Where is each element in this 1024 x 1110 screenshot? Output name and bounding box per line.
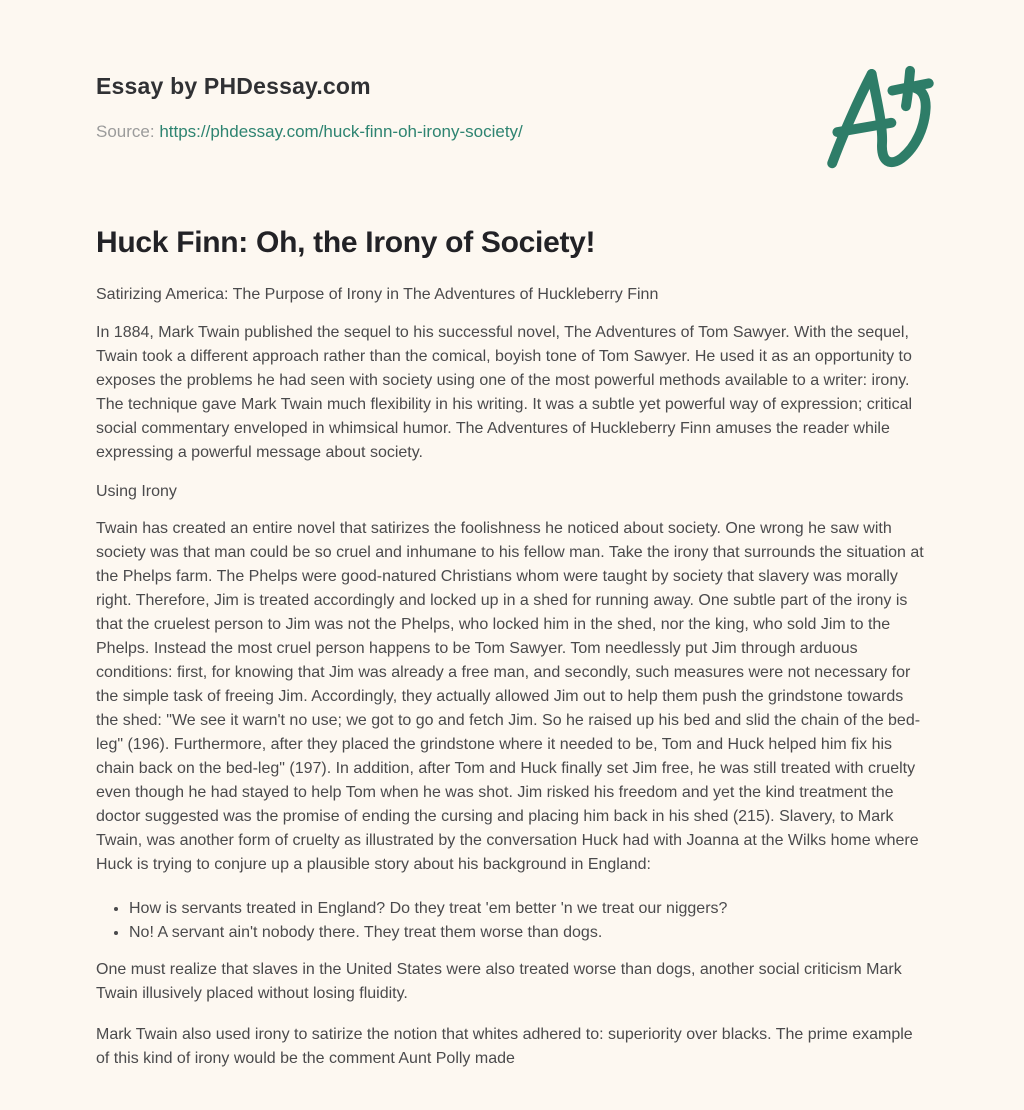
site-title: Essay by PHDessay.com [96,73,371,99]
paragraph-slaves-criticism: One must realize that slaves in the United States were also treated worse than dogs, another social criticism Mark Twain illusively placed without losing fluidity. [96,961,902,1002]
article-body [96,225,925,1071]
source-label: Source: [96,122,155,141]
quote-item: • How is servants treated in England? Do they treat 'em better 'n we treat our niggers? [129,897,925,921]
page-title: Huck Finn: Oh, the Irony of Society! [96,226,596,259]
page-header [96,72,925,144]
a-plus-logo-icon [827,58,962,173]
paragraph-using-irony: Twain has created an entire novel that satirizes the foolishness he noticed about society. One wrong he saw with society was that man could be so cruel and inhumane to his fellow man. Take the irony that surrounds the situation at the Phelps farm. The Phelps were good-natured Christians whom were taught by society that slavery was morally right. Therefore, Jim is treated accordingly and locked up in a shed for running away. One subtle part of the irony is that the cruelest person to Jim was not the Phelps, who locked him in the shed, nor the king, who sold Jim to the Phelps. Instead the most cruel person happens to be Tom Sawyer. Tom needlessly put Jim through arduous conditions: first, for knowing that Jim was already a free man, and secondly, such measures were not necessary for the simple task of freeing Jim. Accordingly, they actually allowed Jim out to help them push the grindstone towards the shed: "We see it warn't no use; we got to go and fetch Jim. So he raised up his bed and slid the chain of the bed-leg" (196). Furthermore, after they placed the grindstone where it needed to be, Tom and Huck helped him fix his chain back on the bed-leg" (197). In addition, after Tom and Huck finally set Jim free, he was still treated with cruelty even though he had stayed to help Tom when he was shot. Jim risked his freedom and yet the kind treatment the doctor suggested was the promise of ending the cursing and placing him back in his shed (215). Slavery, to Mark Twain, was another form of cruelty as illustrated by the conversation Huck had with Joanna at the Wilks home where Huck is trying to conjure up a plausible story about his background in England: [96,520,924,873]
page-subtitle: Satirizing America: The Purpose of Irony in The Adventures of Huckleberry Finn [96,286,659,303]
paragraph-superiority: Mark Twain also used irony to satirize the notion that whites adhered to: superiority over blacks. The prime example of this kind of irony would be the comment Aunt Polly made [96,1026,913,1067]
section-heading-using-irony: Using Irony [96,483,177,500]
source-line [96,120,925,144]
paragraph-intro: In 1884, Mark Twain published the sequel to his successful novel, The Adventures of Tom Sawyer. With the sequel, Twain took a different approach rather than the comical, boyish tone of Tom Sawyer. He used it as an opportunity to exposes the problems he had seen with society using one of the most powerful methods available to a writer: irony. The technique gave Mark Twain much flexibility in his writing. It was a subtle yet powerful way of expression; critical social commentary enveloped in whimsical humor. The Adventures of Huckleberry Finn amuses the reader while expressing a powerful message about society. [96,324,913,461]
quote-list [96,897,925,945]
quote-item: • No! A servant ain't nobody there. They treat them worse than dogs. [129,921,925,945]
source-link[interactable]: https://phdessay.com/huck-finn-oh-irony-society/ [159,122,523,141]
